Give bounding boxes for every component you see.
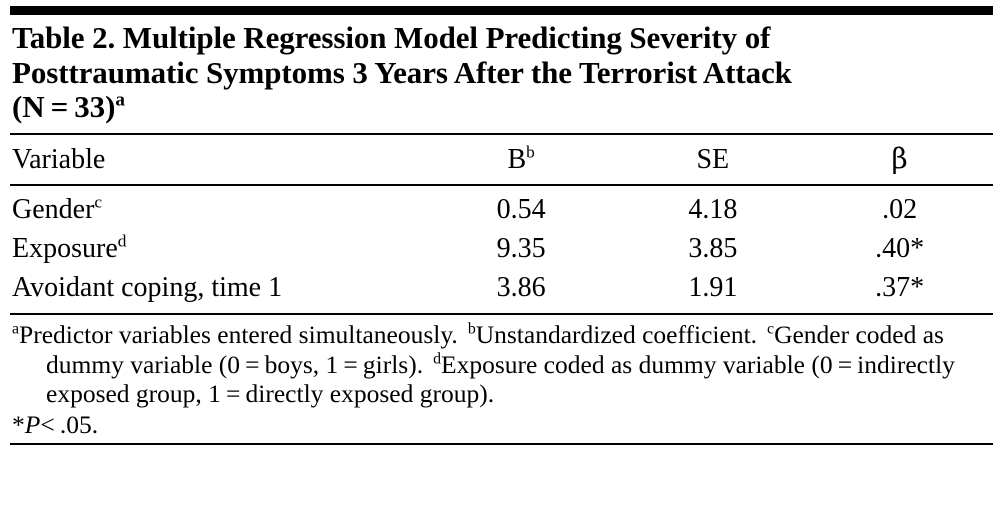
significance-value: < .05. [40, 409, 99, 439]
row-variable-exposure-footnote-marker: d [117, 231, 127, 251]
footnote-a-text: Predictor variables entered simultaneously. [19, 320, 458, 350]
row-gender-beta: .02 [882, 194, 918, 226]
row-avoidant-coping-b: 3.86 [496, 272, 546, 304]
table-title-line-2: Posttraumatic Symptoms 3 Years After the Terrorist Attack [12, 54, 792, 90]
footnote-d-marker: d [433, 350, 441, 368]
row-variable-gender-footnote-marker: c [94, 192, 103, 212]
footnote-bottom-rule [10, 443, 993, 445]
footnote-significance [12, 410, 991, 440]
table-footnotes [10, 315, 993, 443]
column-header-b-text: B [507, 144, 527, 176]
row-avoidant-coping-beta: .37* [875, 272, 925, 304]
significance-symbol: P [24, 409, 41, 439]
row-gender-se: 4.18 [688, 194, 738, 226]
significance-prefix: * [12, 409, 25, 439]
column-header-variable: Variable [12, 144, 106, 176]
column-header-b-footnote-marker: b [526, 142, 535, 162]
row-variable-avoidant-coping: Avoidant coping, time 1 [12, 272, 283, 304]
table-title-line-1: Table 2. Multiple Regression Model Predicting Severity of [12, 20, 771, 55]
footnote-block [12, 320, 991, 409]
table-header-row [10, 135, 993, 184]
row-variable-gender [10, 186, 423, 229]
footnote-c-text: Gender coded as dummy variable (0 = boys, 1 = girls). [46, 320, 944, 379]
column-header-b [423, 135, 620, 184]
footnote-a-marker: a [12, 320, 20, 338]
footnote-b-text: Unstandardized coefficient. [475, 320, 758, 350]
table-title [10, 15, 993, 133]
footnote-b-marker: b [467, 320, 476, 338]
table-row [10, 268, 993, 313]
table-top-rule [10, 6, 993, 15]
row-variable-gender-text: Gender [12, 194, 95, 226]
table-head [10, 135, 993, 184]
footnote-c-marker: c [767, 320, 775, 338]
table-title-line-3 [12, 90, 991, 125]
footnote-d-text: Exposure coded as dummy variable (0 = indirectly exposed group, 1 = directly exposed group). [46, 349, 955, 409]
table-body [10, 186, 993, 313]
regression-table [10, 135, 993, 184]
table-row [10, 229, 993, 268]
row-variable-exposure-text: Exposure [12, 233, 118, 265]
regression-table-body [10, 186, 993, 313]
table-container [0, 6, 1003, 445]
row-exposure-beta: .40* [875, 233, 925, 265]
row-exposure-b: 9.35 [496, 233, 546, 265]
row-gender-b: 0.54 [496, 194, 546, 226]
row-avoidant-coping-se: 1.91 [688, 272, 738, 304]
table-title-footnote-marker: a [115, 90, 125, 112]
table-title-line-3-text: (N = 33) [12, 89, 116, 125]
row-exposure-se: 3.85 [688, 233, 738, 265]
column-header-beta: β [891, 142, 908, 176]
column-header-se: SE [696, 144, 730, 176]
row-variable-exposure [10, 229, 423, 268]
table-row [10, 186, 993, 229]
